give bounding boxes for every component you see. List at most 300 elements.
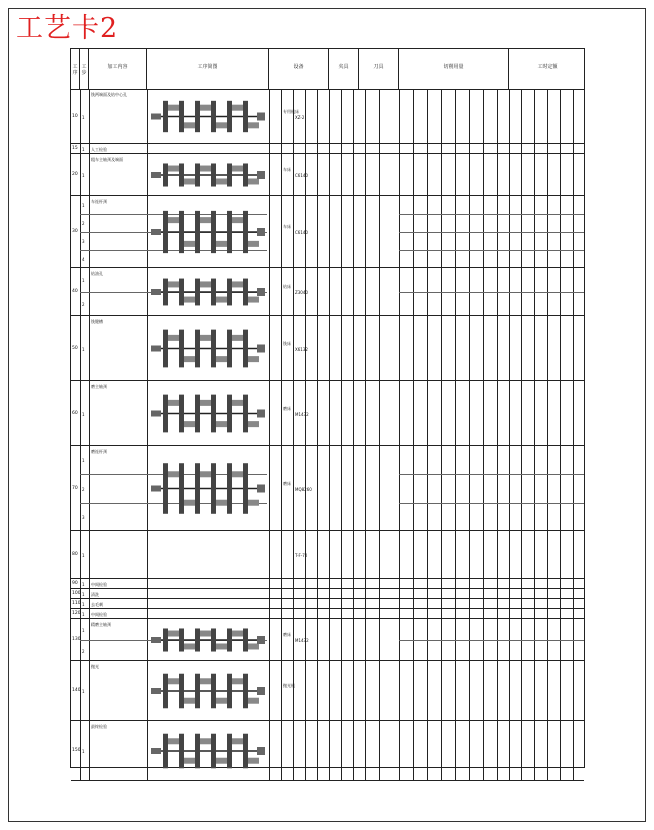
column-divider [379,721,380,780]
step-number: 2 [82,221,85,226]
column-divider [317,589,318,598]
column-divider [379,381,380,445]
process-number: 80 [72,552,78,557]
step-number: 2 [82,486,85,492]
header-tool: 刀具 [359,49,399,89]
column-divider [353,589,354,598]
column-divider [441,661,442,720]
column-divider [560,579,561,588]
column-divider [483,381,484,445]
column-divider [329,531,330,578]
column-divider [365,268,366,315]
column-divider [293,619,294,660]
column-divider [317,316,318,380]
column-divider [427,89,428,143]
column-divider [560,381,561,445]
column-divider [455,89,456,143]
column-divider [521,381,522,445]
column-divider [281,579,282,588]
column-divider [269,268,270,315]
column-divider [293,531,294,578]
equipment-name: 磨床 [283,480,291,486]
step-divider [399,640,584,641]
step-number: 1 [82,612,85,617]
column-divider [281,721,282,780]
column-divider [379,661,380,720]
column-divider [483,661,484,720]
step-number: 1 [82,582,85,587]
table-row [71,589,584,599]
column-divider [365,381,366,445]
column-divider [293,609,294,618]
crankshaft-sketch [149,724,267,778]
column-divider [89,316,90,380]
column-divider [534,89,535,143]
column-divider [281,609,282,618]
column-divider [329,721,330,780]
column-divider [281,619,282,660]
column-divider [534,599,535,608]
column-divider [329,609,330,618]
column-divider [497,381,498,445]
column-divider [365,316,366,380]
column-divider [89,154,90,195]
column-divider [573,89,574,143]
column-divider [413,381,414,445]
process-number: 20 [72,172,78,177]
column-divider [573,579,574,588]
process-number: 150 [72,748,81,753]
crankshaft-sketch [149,92,267,141]
process-content: 精磨主轴颈 [91,622,111,627]
column-divider [573,661,574,720]
column-divider [317,381,318,445]
column-divider [427,446,428,530]
column-divider [534,316,535,380]
column-divider [147,446,148,530]
crankshaft-sketch [149,664,267,718]
column-divider [305,589,306,598]
column-divider [441,579,442,588]
column-divider [427,579,428,588]
column-divider [147,609,148,618]
column-divider [379,154,380,195]
process-number: 90 [72,581,78,586]
column-divider [455,446,456,530]
column-divider [547,589,548,598]
column-divider [455,381,456,445]
column-divider [547,531,548,578]
column-divider [497,531,498,578]
equipment-name: 磨床 [283,632,291,637]
column-divider [534,609,535,618]
column-divider [281,144,282,153]
column-divider [509,609,510,618]
equipment-name: 抛光机 [283,683,295,688]
step-divider [399,474,584,475]
column-divider [413,599,414,608]
column-divider [341,531,342,578]
process-number: 40 [72,289,78,294]
column-divider [427,609,428,618]
process-content: 钻油孔 [91,271,103,276]
column-divider [469,579,470,588]
column-divider [269,579,270,588]
column-divider [521,661,522,720]
column-divider [483,531,484,578]
equipment-model: C6140 [295,173,308,178]
column-divider [399,589,400,598]
column-divider [80,579,81,588]
step-number: 1 [82,458,85,464]
process-number: 60 [72,410,78,416]
column-divider [573,531,574,578]
column-divider [305,661,306,720]
table-row [71,579,584,589]
column-divider [547,579,548,588]
crankshaft-sketch [149,449,267,528]
column-divider [469,589,470,598]
column-divider [147,381,148,445]
column-divider [269,446,270,530]
column-divider [521,144,522,153]
column-divider [441,721,442,780]
column-divider [329,196,330,267]
equipment-model: X6132 [295,346,308,352]
column-divider [89,579,90,588]
column-divider [560,589,561,598]
column-divider [399,316,400,380]
column-divider [509,154,510,195]
column-divider [521,154,522,195]
crankshaft-sketch [149,622,267,658]
column-divider [293,154,294,195]
process-content: 磨连杆颈 [91,449,107,454]
table-row [71,609,584,619]
column-divider [80,144,81,153]
column-divider [509,599,510,608]
equipment-name: 铣床 [283,340,291,346]
column-divider [147,316,148,380]
column-divider [455,154,456,195]
column-divider [399,661,400,720]
column-divider [573,154,574,195]
table-row [71,316,584,381]
column-divider [497,579,498,588]
column-divider [329,154,330,195]
column-divider [281,446,282,530]
column-divider [521,589,522,598]
column-divider [379,619,380,660]
process-content: 清洗 [91,592,99,597]
step-divider [399,292,584,293]
column-divider [441,589,442,598]
column-divider [399,381,400,445]
column-divider [365,599,366,608]
column-divider [427,661,428,720]
column-divider [441,144,442,153]
column-divider [365,721,366,780]
column-divider [353,619,354,660]
step-number: 1 [82,203,85,208]
column-divider [497,154,498,195]
column-divider [455,589,456,598]
column-divider [497,609,498,618]
column-divider [483,144,484,153]
column-divider [329,89,330,143]
column-divider [269,661,270,720]
column-divider [147,579,148,588]
column-divider [269,721,270,780]
column-divider [509,381,510,445]
step-number: 1 [82,553,85,558]
column-divider [427,381,428,445]
step-number: 1 [82,147,85,152]
column-divider [547,721,548,780]
column-divider [365,589,366,598]
column-divider [341,89,342,143]
column-divider [560,531,561,578]
header-time: 工时定额 [537,64,558,70]
column-divider [80,89,81,143]
page-title: 工艺卡2 [16,13,119,44]
column-divider [497,599,498,608]
equipment-name: 专用机床 [283,108,299,114]
step-divider [399,503,584,504]
column-divider [365,144,366,153]
header-content: 加工内容 [89,49,147,89]
step-divider [399,232,584,233]
column-divider [80,316,81,380]
column-divider [469,721,470,780]
column-divider [89,609,90,618]
column-divider [293,268,294,315]
column-divider [353,381,354,445]
column-divider [483,721,484,780]
column-divider [293,316,294,380]
process-content: 铣两端面及钻中心孔 [91,92,127,97]
column-divider [509,89,510,143]
process-number: 110 [72,601,81,606]
column-divider [469,661,470,720]
process-number: 120 [72,611,81,616]
column-divider [427,144,428,153]
equipment-name: 磨床 [283,405,291,411]
column-divider [573,144,574,153]
column-divider [365,609,366,618]
column-divider [305,579,306,588]
column-divider [509,446,510,530]
column-divider [329,589,330,598]
column-divider [547,599,548,608]
equipment-name: 钻床 [283,284,291,289]
column-divider [483,446,484,530]
table-row [71,446,584,531]
step-number: 1 [82,627,85,633]
column-divider [293,446,294,530]
column-divider [329,268,330,315]
equipment-model: MQ8260 [295,486,312,492]
column-divider [547,661,548,720]
column-divider [305,721,306,780]
header-equipment: 设备 [269,49,329,89]
column-divider [441,609,442,618]
process-number: 10 [72,113,78,119]
column-divider [353,144,354,153]
column-divider [281,89,282,143]
column-divider [521,721,522,780]
column-divider [399,89,400,143]
column-divider [399,154,400,195]
process-content: 中间检验 [91,612,107,617]
step-number: 1 [82,689,85,694]
header-sketch: 工序简图 [147,49,269,89]
column-divider [427,599,428,608]
step-number: 1 [82,592,85,597]
column-divider [534,381,535,445]
column-divider [329,579,330,588]
process-number: 15 [72,146,78,151]
column-divider [560,154,561,195]
column-divider [281,661,282,720]
column-divider [293,579,294,588]
column-divider [329,661,330,720]
process-content: 磨主轴颈 [91,384,107,389]
column-divider [521,531,522,578]
column-divider [329,619,330,660]
column-divider [483,316,484,380]
column-divider [341,144,342,153]
column-divider [413,721,414,780]
table-row [71,154,584,196]
column-divider [269,619,270,660]
column-divider [399,144,400,153]
table-row [71,89,584,144]
step-number: 1 [82,173,85,178]
column-divider [269,599,270,608]
column-divider [413,531,414,578]
column-divider [573,599,574,608]
column-divider [317,531,318,578]
column-divider [353,531,354,578]
column-divider [560,446,561,530]
column-divider [281,589,282,598]
column-divider [329,446,330,530]
column-divider [379,144,380,153]
column-divider [379,579,380,588]
table-row [71,196,584,268]
column-divider [269,89,270,143]
column-divider [413,661,414,720]
column-divider [455,609,456,618]
column-divider [547,154,548,195]
header-fixture: 夹具 [329,49,359,89]
column-divider [560,721,561,780]
column-divider [293,721,294,780]
process-content: 车连杆颈 [91,199,107,204]
column-divider [534,589,535,598]
column-divider [509,589,510,598]
column-divider [379,268,380,315]
column-divider [269,381,270,445]
column-divider [317,154,318,195]
column-divider [534,446,535,530]
column-divider [147,721,148,780]
column-divider [413,609,414,618]
column-divider [341,579,342,588]
step-number: 1 [82,278,85,283]
column-divider [281,531,282,578]
column-divider [365,619,366,660]
equipment-model: XZ-2 [295,114,305,120]
column-divider [147,661,148,720]
column-divider [399,531,400,578]
column-divider [455,144,456,153]
process-number: 130 [72,637,81,642]
column-divider [341,599,342,608]
column-divider [147,531,148,578]
column-divider [399,721,400,780]
column-divider [379,599,380,608]
column-divider [573,381,574,445]
column-divider [534,579,535,588]
column-divider [560,661,561,720]
column-divider [281,316,282,380]
column-divider [353,446,354,530]
column-divider [509,316,510,380]
equipment-model: M1432 [295,411,309,417]
column-divider [379,89,380,143]
column-divider [521,599,522,608]
column-divider [534,531,535,578]
column-divider [293,589,294,598]
step-number: 1 [82,749,85,754]
column-divider [509,144,510,153]
column-divider [317,599,318,608]
column-divider [317,196,318,267]
column-divider [293,381,294,445]
column-divider [147,144,148,153]
column-divider [89,381,90,445]
column-divider [483,609,484,618]
column-divider [399,446,400,530]
column-divider [427,316,428,380]
column-divider [293,89,294,143]
equipment-name: 车床 [283,167,291,172]
column-divider [509,579,510,588]
column-divider [365,579,366,588]
column-divider [341,446,342,530]
column-divider [521,89,522,143]
column-divider [353,268,354,315]
column-divider [353,661,354,720]
column-divider [317,89,318,143]
column-divider [281,381,282,445]
process-number: 50 [72,345,78,351]
column-divider [534,154,535,195]
column-divider [365,446,366,530]
column-divider [89,446,90,530]
column-divider [269,589,270,598]
table-row [71,531,584,579]
column-divider [80,154,81,195]
column-divider [353,89,354,143]
column-divider [441,89,442,143]
column-divider [483,599,484,608]
column-divider [455,316,456,380]
column-divider [341,619,342,660]
column-divider [469,89,470,143]
